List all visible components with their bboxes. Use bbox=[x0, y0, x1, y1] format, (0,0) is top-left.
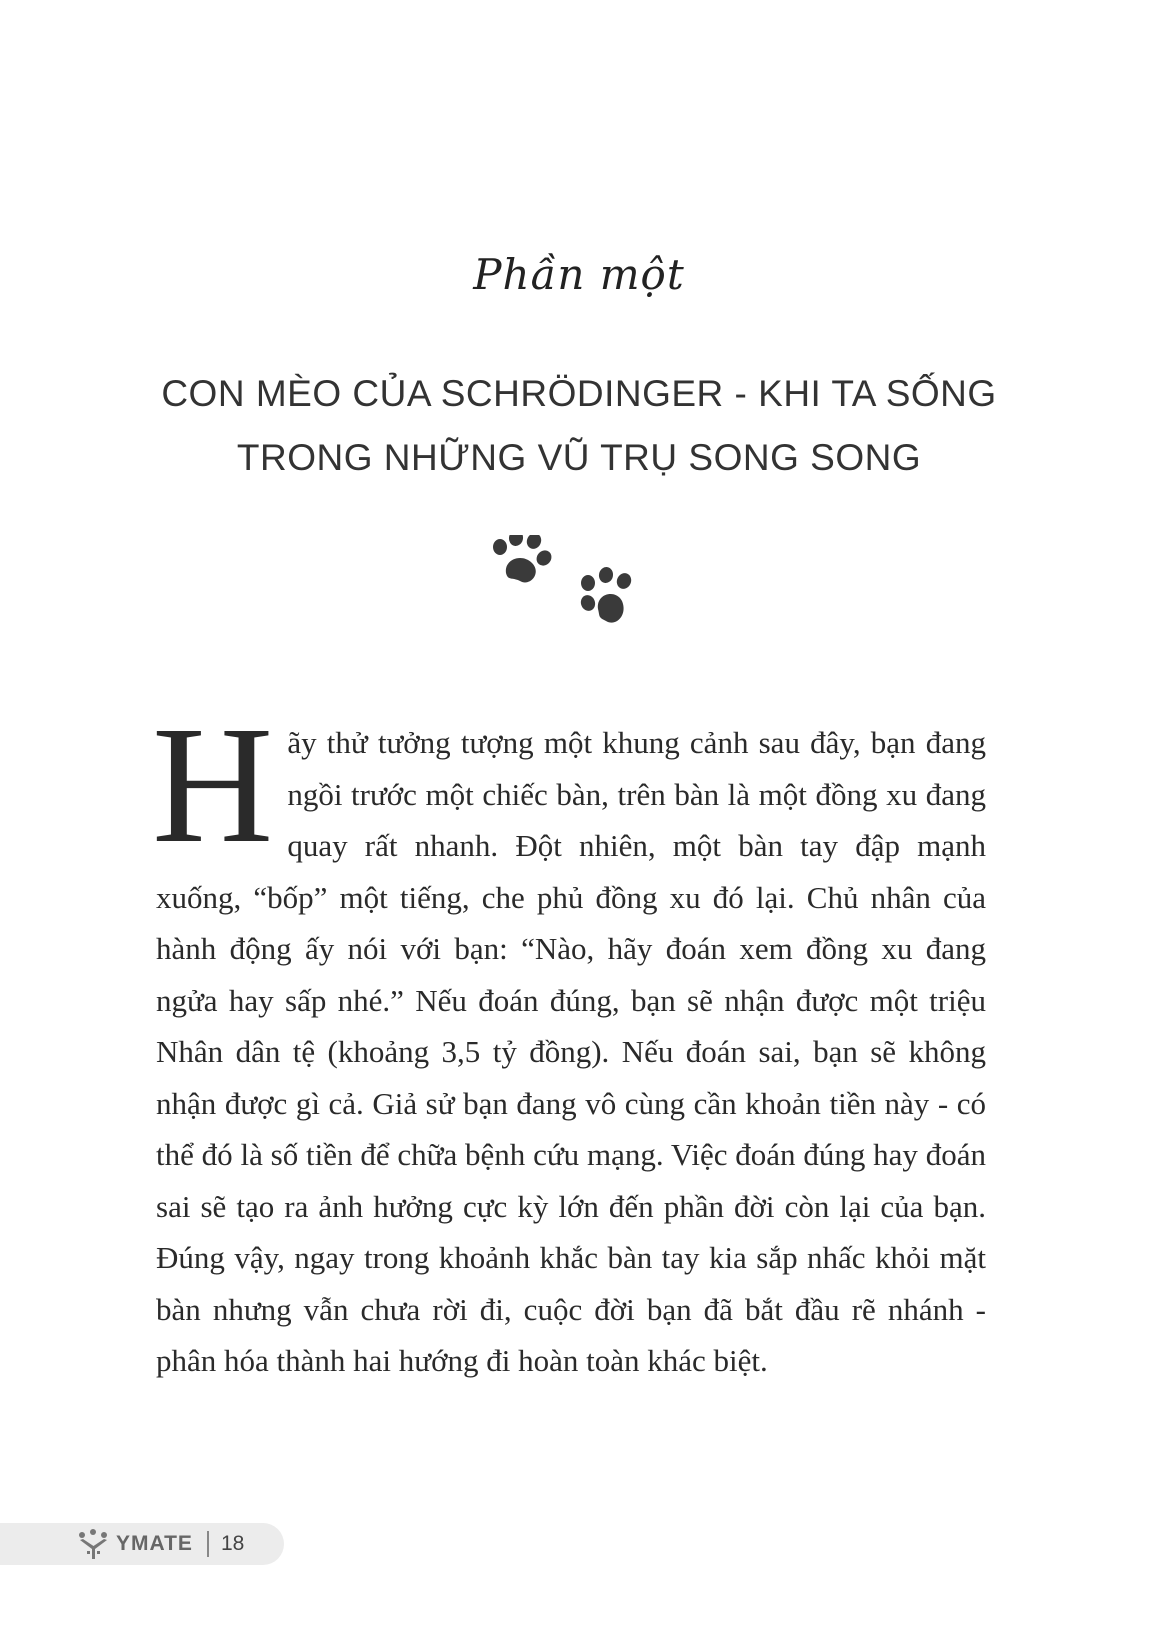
chapter-title-line-1: CON MÈO CỦA SCHRÖDINGER - KHI TA SỐNG bbox=[161, 373, 997, 414]
page-footer bbox=[0, 1523, 284, 1565]
footer-divider bbox=[207, 1531, 209, 1557]
chapter-title bbox=[150, 362, 1008, 490]
body-paragraph bbox=[152, 692, 986, 1387]
body-text: ãy thử tưởng tượng một khung cảnh sau đây, bạn đang ngồi trước một chiếc bàn, trên bàn là một đồng xu đang quay rất nhanh. Đột nhiên, một bàn tay đập mạnh xuống, “bốp” một tiếng, che phủ đồng xu đó lại. Chủ nhân của hành động ấy nói với bạn: “Nào, hãy đoán xem đồng xu đang ngửa hay sấp nhé.” Nếu đoán đúng, bạn sẽ nhận được một triệu Nhân dân tệ (khoảng 3,5 tỷ đồng). Nếu đoán sai, bạn sẽ không nhận được gì cả. Giả sử bạn đang vô cùng cần khoản tiền này - có thể đó là số tiền để chữa bệnh cứu mạng. Việc đoán đúng hay đoán sai sẽ tạo ra ảnh hưởng cực kỳ lớn đến phần đời còn lại của bạn. Đúng vậy, ngay trong khoảnh khắc bàn tay kia sắp nhấc khỏi mặt bàn nhưng vẫn chưa rời đi, cuộc đời bạn đã bắt đầu rẽ nhánh - phân hóa thành hai hướng đi hoàn toàn khác biệt. bbox=[156, 725, 986, 1378]
page-number: 18 bbox=[220, 1532, 245, 1555]
part-label: Phần một bbox=[473, 250, 685, 299]
dropcap-letter: H bbox=[152, 692, 274, 878]
paw-prints-icon bbox=[492, 535, 652, 645]
chapter-title-line-2: TRONG NHỮNG VŨ TRỤ SONG SONG bbox=[236, 437, 922, 478]
footer-brand: YMATE bbox=[116, 1532, 193, 1555]
ymate-logo-icon bbox=[76, 1527, 110, 1561]
